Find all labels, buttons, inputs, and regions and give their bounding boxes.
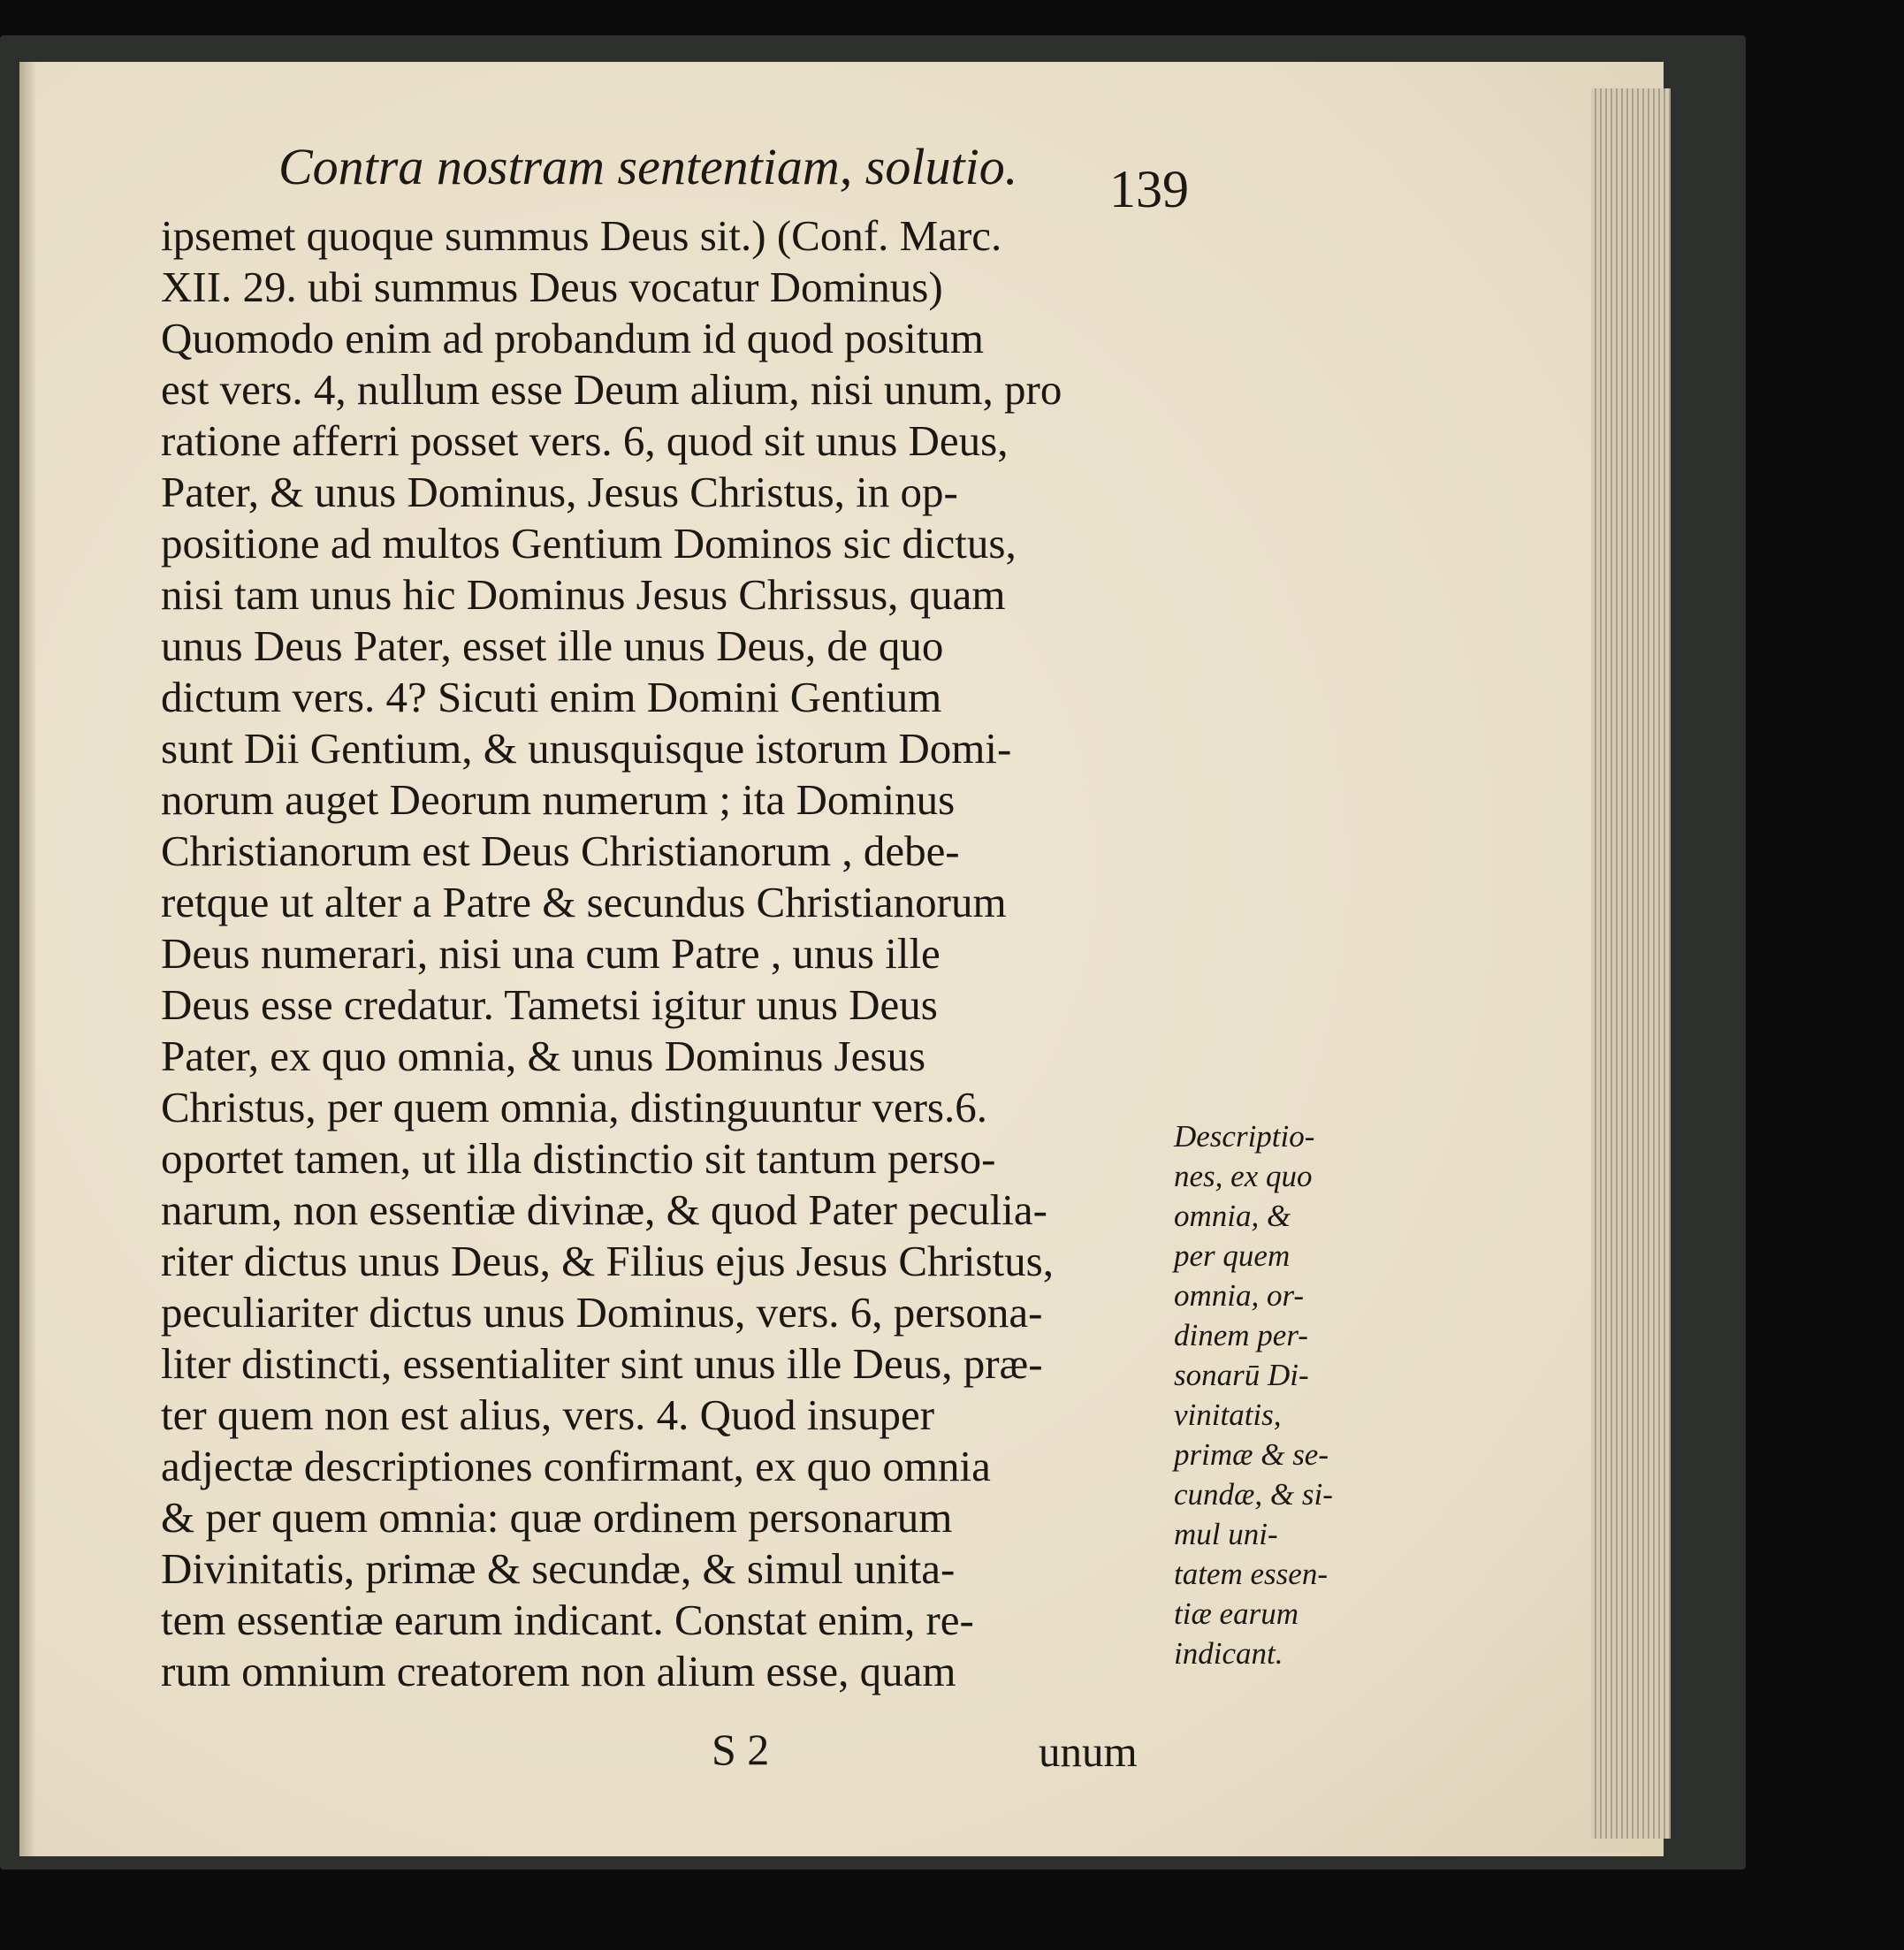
- text-line: Deus numerari, nisi una cum Patre , unus ille: [161, 929, 941, 978]
- text-line: liter distincti, essentialiter sint unus ille Deus, præ-: [161, 1339, 1043, 1388]
- signature-mark: S 2: [712, 1725, 770, 1774]
- text-line: sunt Dii Gentium, & unusquisque istorum Domi-: [161, 724, 1012, 773]
- text-line: oportet tamen, ut illa distinctio sit tantum perso-: [161, 1134, 996, 1183]
- margin-note-line: vinitatis,: [1174, 1398, 1282, 1432]
- margin-note-line: per quem: [1174, 1238, 1291, 1273]
- text-line: dictum vers. 4? Sicuti enim Domini Gentium: [161, 673, 942, 721]
- margin-note-line: primæ & se-: [1174, 1437, 1329, 1472]
- text-line: ipsemet quoque summus Deus sit.) (Conf. Marc.: [161, 211, 1002, 260]
- text-line: riter dictus unus Deus, & Filius ejus Jesus Christus,: [161, 1237, 1054, 1285]
- margin-note-line: dinem per-: [1174, 1318, 1308, 1352]
- margin-note-line: mul uni-: [1174, 1517, 1278, 1551]
- text-line: unus Deus Pater, esset ille unus Deus, de quo: [161, 621, 944, 670]
- margin-note-line: cundæ, & si-: [1174, 1477, 1333, 1512]
- text-line: XII. 29. ubi summus Deus vocatur Dominus): [161, 263, 943, 311]
- text-line: Deus esse credatur. Tametsi igitur unus Deus: [161, 980, 938, 1029]
- text-line: est vers. 4, nullum esse Deum alium, nisi unum, pro: [161, 365, 1062, 414]
- page-number: 139: [1109, 160, 1189, 218]
- catchword: unum: [1039, 1727, 1138, 1776]
- text-line: narum, non essentiæ divinæ, & quod Pater peculia-: [161, 1185, 1047, 1234]
- text-line: nisi tam unus hic Dominus Jesus Chrissus, quam: [161, 570, 1006, 619]
- margin-note-line: indicant.: [1174, 1636, 1283, 1671]
- text-line: & per quem omnia: quæ ordinem personarum: [161, 1493, 953, 1542]
- text-line: peculiariter dictus unus Dominus, vers. 6, persona-: [161, 1288, 1043, 1337]
- text-line: Christianorum est Deus Christianorum , debe-: [161, 826, 960, 875]
- text-line: retque ut alter a Patre & secundus Christianorum: [161, 878, 1007, 926]
- text-line: tem essentiæ earum indicant. Constat enim, re-: [161, 1596, 974, 1644]
- margin-note-line: nes, ex quo: [1174, 1159, 1313, 1193]
- page-gutter: [19, 62, 35, 1856]
- running-title: Contra nostram sententiam, solutio.: [278, 138, 1018, 195]
- text-line: adjectæ descriptiones confirmant, ex quo omnia: [161, 1442, 991, 1490]
- page-edges: [1591, 88, 1671, 1839]
- text-line: positione ad multos Gentium Dominos sic dictus,: [161, 519, 1017, 567]
- margin-note-line: tiæ earum: [1174, 1596, 1299, 1631]
- margin-note-line: omnia, or-: [1174, 1278, 1305, 1313]
- text-line: Pater, ex quo omnia, & unus Dominus Jesus: [161, 1032, 926, 1080]
- margin-note-line: tatem essen-: [1174, 1557, 1328, 1591]
- margin-note-line: sonarū Di-: [1174, 1358, 1309, 1392]
- text-line: Pater, & unus Dominus, Jesus Christus, in op-: [161, 468, 958, 516]
- text-line: ratione afferri posset vers. 6, quod sit unus Deus,: [161, 416, 1009, 465]
- text-line: rum omnium creatorem non alium esse, quam: [161, 1647, 956, 1695]
- text-line: ter quem non est alius, vers. 4. Quod insuper: [161, 1390, 935, 1439]
- margin-note-line: Descriptio-: [1174, 1119, 1315, 1154]
- text-line: Divinitatis, primæ & secundæ, & simul unita-: [161, 1544, 956, 1593]
- text-line: Quomodo enim ad probandum id quod positum: [161, 314, 984, 362]
- text-line: norum auget Deorum numerum ; ita Dominus: [161, 775, 956, 824]
- text-line: Christus, per quem omnia, distinguuntur vers.6.: [161, 1083, 987, 1131]
- margin-note-line: omnia, &: [1174, 1199, 1291, 1233]
